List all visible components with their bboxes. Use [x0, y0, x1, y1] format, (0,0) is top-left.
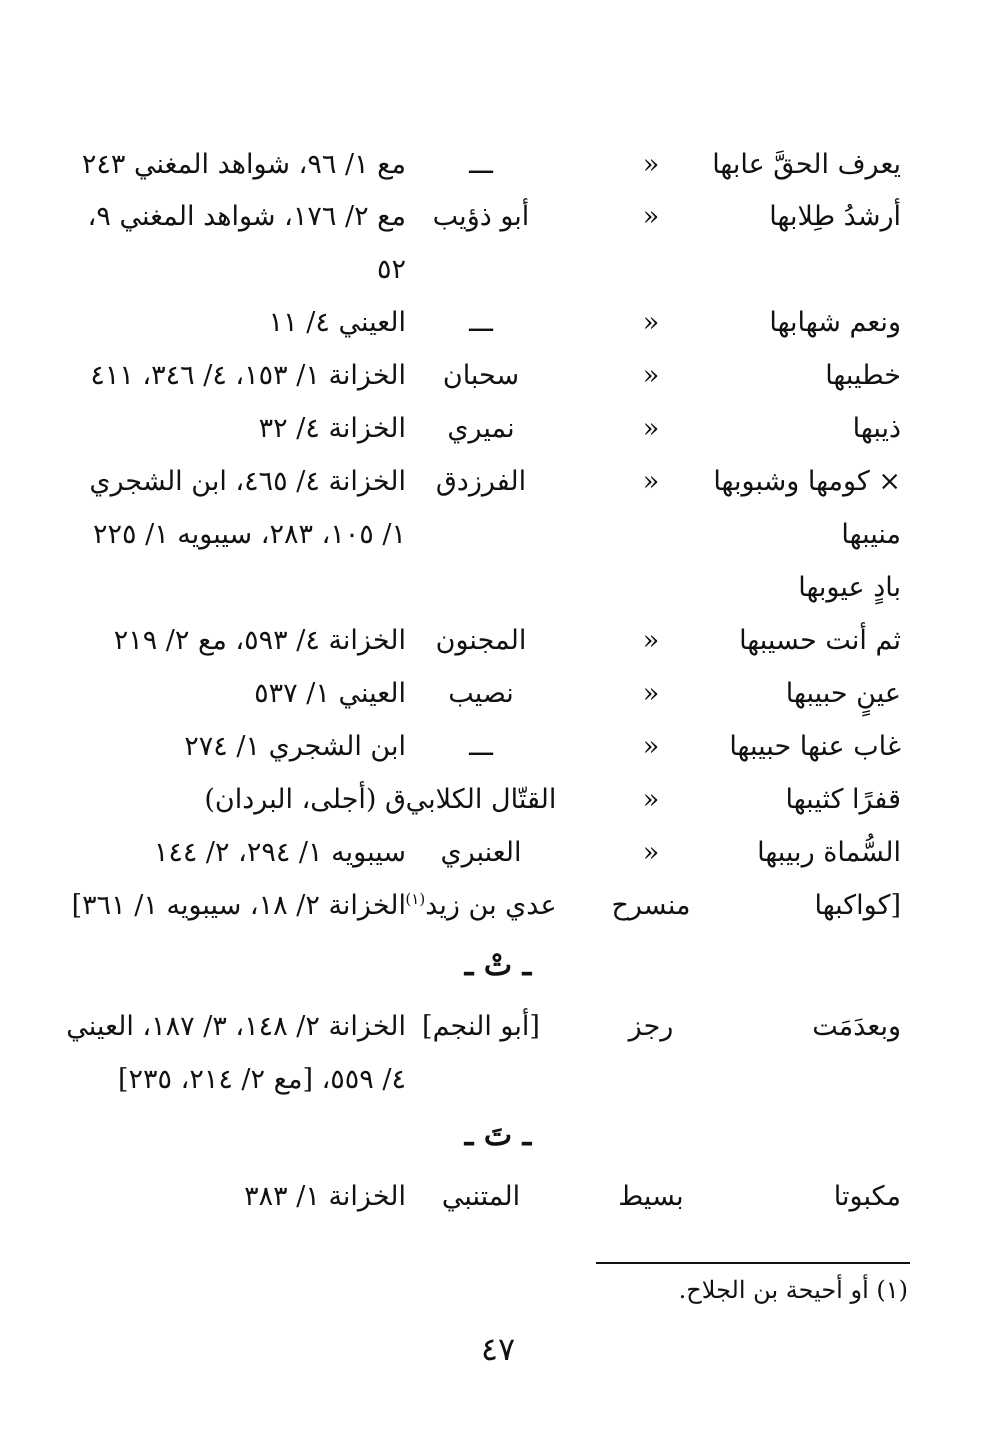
source-cell: مع ١/ ٩٦، شواهد المغني ٢٤٣	[81, 149, 406, 180]
table-row	[0, 1053, 996, 1107]
verse-cell: السُّماة ربيبها	[757, 837, 901, 868]
verse-cell: × كومها وشبوبها	[713, 466, 901, 497]
poet-cell: ـــ	[469, 731, 493, 762]
table-row	[0, 138, 996, 192]
poet-cell: ـــ	[469, 149, 493, 180]
table-row	[0, 296, 996, 350]
table-row	[0, 1000, 996, 1054]
verse-cell: بادٍ عيوبها	[798, 572, 901, 603]
meter-cell: «	[642, 625, 660, 656]
source-cell: الخزانة ٤/ ٤٦٥، ابن الشجري	[89, 466, 406, 497]
meter-cell: «	[642, 413, 660, 444]
meter-cell: «	[642, 360, 660, 391]
meter-cell	[586, 561, 716, 615]
meter-cell: «	[642, 466, 660, 497]
table-row	[0, 720, 996, 774]
poet-cell: المجنون	[435, 625, 527, 656]
poet-name: عدي بن زيد	[425, 890, 557, 921]
verse-cell: ذيبها	[852, 413, 901, 444]
meter-cell: «	[642, 201, 660, 232]
meter-cell: «	[642, 307, 660, 338]
source-cell: الخزانة ٢/ ١٤٨، ٣/ ١٨٧، العيني	[66, 1011, 406, 1042]
verse-cell: يعرف الحقَّ عابها	[712, 149, 901, 180]
source-cell: ٤/ ٥٥٩، [مع ٢/ ٢١٤، ٢٣٥]	[117, 1064, 406, 1095]
verse-cell: قفرًا كثيبها	[785, 784, 901, 815]
footnote-marker: (١)	[405, 890, 426, 908]
verse-cell: عينٍ حبيبها	[785, 678, 901, 709]
meter-cell: «	[642, 149, 660, 180]
poet-cell: ـــ	[469, 307, 493, 338]
meter-cell	[586, 1053, 716, 1107]
verse-cell: غاب عنها حبيبها	[729, 731, 901, 762]
meter-cell: «	[642, 784, 660, 815]
meter-cell: رجز	[628, 1011, 674, 1042]
poet-cell: الفرزدق	[435, 466, 527, 497]
verse-cell: ثم أنت حسيبها	[739, 625, 901, 656]
table-row	[0, 667, 996, 721]
poet-cell	[386, 1053, 576, 1107]
verse-cell: [كواكبها	[814, 890, 901, 921]
source-cell: العيني ١/ ٥٣٧	[254, 678, 406, 709]
poet-cell: أبو ذؤيب	[432, 201, 530, 232]
table-row	[0, 561, 996, 615]
poet-cell: المتنبي	[441, 1181, 521, 1212]
table-row	[0, 455, 996, 509]
table-row	[0, 402, 996, 456]
source-cell: سيبويه ١/ ٢٩٤، ٢/ ١٤٤	[153, 837, 406, 868]
source-cell: العيني ٤/ ١١	[268, 307, 406, 338]
poet-cell: سحبان	[442, 360, 520, 391]
table-row	[0, 508, 996, 562]
source-cell: مع ٢/ ١٧٦، شواهد المغني ٩،	[87, 201, 406, 232]
section-heading: ـ تْ ـ	[464, 948, 532, 983]
table-row	[0, 826, 996, 880]
source-cell: الخزانة ٢/ ١٨، سيبويه ١/ ٣٦١]	[71, 890, 406, 921]
poet-cell	[386, 508, 576, 562]
source-cell: الخزانة ٤/ ٣٢	[258, 413, 406, 444]
verse-cell: مكبوتا	[833, 1181, 901, 1212]
source-cell: الخزانة ٤/ ٥٩٣، مع ٢/ ٢١٩	[113, 625, 406, 656]
verse-cell: ونعم شهابها	[769, 307, 901, 338]
table-row	[0, 1170, 996, 1224]
source-cell: ٥٢	[376, 254, 406, 285]
poet-cell	[386, 561, 576, 615]
poet-cell: القتّال الكلابي	[405, 784, 557, 815]
page-number: ٤٧	[480, 1330, 516, 1368]
source-cell: الخزانة ١/ ١٥٣، ٤/ ٣٤٦، ٤١١	[90, 360, 406, 391]
source-cell: ق (أجلى، البردان)	[204, 784, 406, 815]
poet-cell	[386, 243, 576, 297]
verse-cell: منيبها	[841, 519, 901, 550]
source-cell: ابن الشجري ١/ ٢٧٤	[184, 731, 406, 762]
verse-cell: وبعدَمَت	[812, 1011, 901, 1042]
table-row	[0, 773, 996, 827]
source-cell: الخزانة ١/ ٣٨٣	[244, 1181, 406, 1212]
meter-cell: بسيط	[618, 1181, 684, 1212]
poet-cell: نصيب	[448, 678, 514, 709]
poet-cell: العنبري	[440, 837, 522, 868]
footnote: (١) أو أحيحة بن الجلاح.	[678, 1276, 908, 1304]
meter-cell	[586, 243, 716, 297]
table-row	[0, 879, 996, 933]
footnote-divider	[596, 1262, 910, 1264]
section-heading: ـ تَ ـ	[464, 1118, 532, 1153]
verse-cell: أرشدُ طِلابها	[769, 201, 901, 232]
poet-cell: [أبو النجم]	[422, 1011, 540, 1042]
table-row	[0, 349, 996, 403]
source-cell: ١/ ١٠٥، ٢٨٣، سيبويه ١/ ٢٢٥	[93, 519, 406, 550]
table-row	[0, 243, 996, 297]
poet-cell	[386, 879, 576, 933]
verse-cell: خطيبها	[825, 360, 901, 391]
meter-cell: منسرح	[611, 890, 691, 921]
table-row	[0, 614, 996, 668]
meter-cell: «	[642, 678, 660, 709]
poet-cell: نميري	[447, 413, 515, 444]
meter-cell: «	[642, 731, 660, 762]
meter-cell: «	[642, 837, 660, 868]
table-row	[0, 190, 996, 244]
meter-cell	[586, 508, 716, 562]
